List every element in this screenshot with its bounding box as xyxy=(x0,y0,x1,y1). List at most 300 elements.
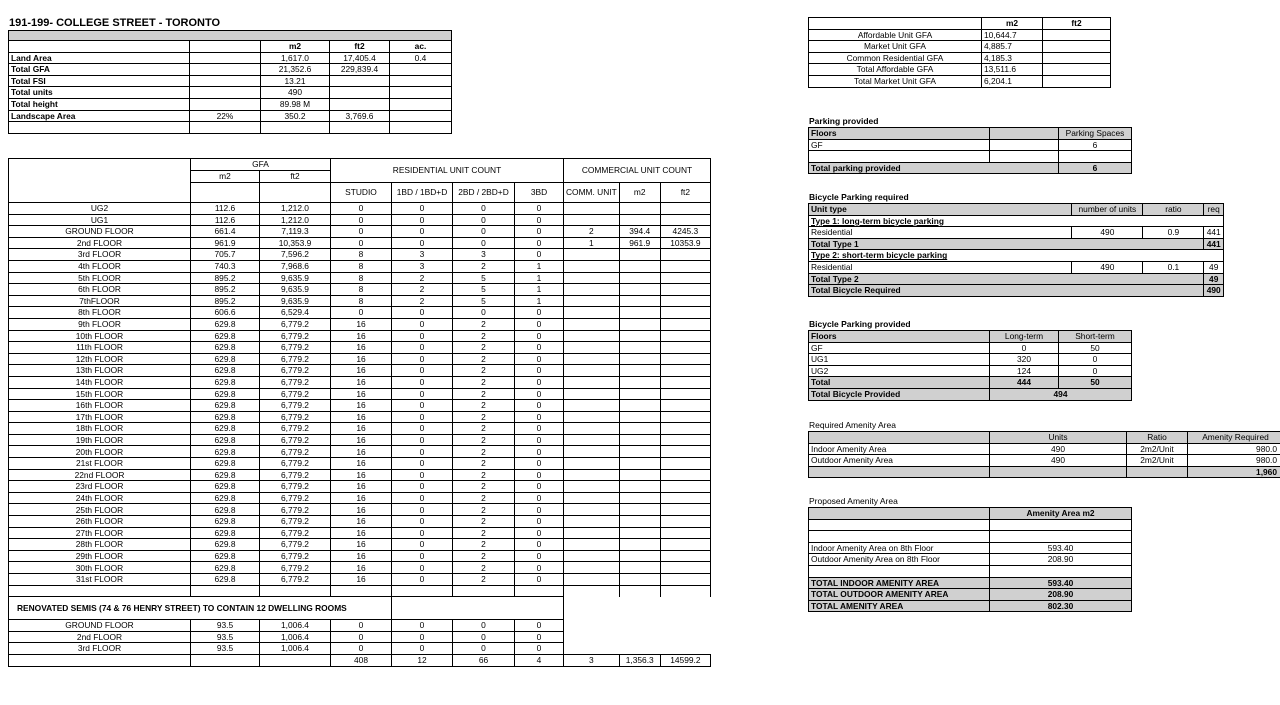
gfa-split-row xyxy=(809,64,1111,76)
gfa-ft2: 6,779.2 xyxy=(260,330,331,342)
two-bed: 2 xyxy=(453,481,515,493)
comm-unit xyxy=(564,539,620,551)
gfa-m2: 895.2 xyxy=(191,295,260,307)
comm-m2 xyxy=(619,562,660,574)
two-bed: 2 xyxy=(453,574,515,586)
unit-count-table xyxy=(8,158,711,667)
amen-req-value: 980.0 xyxy=(1188,455,1280,467)
two-bed: 2 xyxy=(453,342,515,354)
two-bed: 2 xyxy=(453,411,515,423)
studio: 0 xyxy=(331,214,392,226)
floor-name: 14th FLOOR xyxy=(9,376,191,388)
one-bed: 0 xyxy=(392,446,453,458)
amen-prop-label: Indoor Amenity Area on 8th Floor xyxy=(809,542,990,554)
floor-row xyxy=(9,318,711,330)
amenity-required-title: Required Amenity Area xyxy=(809,420,896,430)
floor-row xyxy=(9,550,711,562)
parking-floors-header: Floors xyxy=(809,128,990,140)
site-ac xyxy=(390,110,452,122)
gfa-ft2: 6,779.2 xyxy=(260,539,331,551)
amen-prop-label: Outdoor Amenity Area on 8th Floor xyxy=(809,554,990,566)
amen-prop-total-row xyxy=(809,577,1132,589)
empty-cell xyxy=(564,631,620,643)
comm-unit xyxy=(564,272,620,284)
gfa-split-row xyxy=(809,29,1111,41)
three-bed: 0 xyxy=(515,423,564,435)
bike-t1-type: Residential xyxy=(809,227,1072,239)
amen-prop-total-row xyxy=(809,589,1132,601)
comm-m2 xyxy=(619,388,660,400)
floor-name: UG1 xyxy=(9,214,191,226)
gfa-m2: 629.8 xyxy=(191,504,260,516)
gfa-split-label: Market Unit GFA xyxy=(809,41,982,53)
floor-name: 24th FLOOR xyxy=(9,492,191,504)
comm-ft2 xyxy=(660,318,710,330)
residential-header: RESIDENTIAL UNIT COUNT xyxy=(331,159,564,183)
comm-ft2 xyxy=(660,550,710,562)
site-summary-table xyxy=(8,30,452,134)
three-bed: 0 xyxy=(515,492,564,504)
one-bed: 0 xyxy=(392,214,453,226)
three-bed: 0 xyxy=(515,446,564,458)
bike-h-ratio: ratio xyxy=(1143,204,1204,216)
studio: 8 xyxy=(331,295,392,307)
commercial-header: COMMERCIAL UNIT COUNT xyxy=(564,159,711,183)
comm-ft2 xyxy=(660,562,710,574)
comm-ft2 xyxy=(660,539,710,551)
site-ft2 xyxy=(330,87,390,99)
one-bed: 0 xyxy=(392,620,453,632)
one-bed: 0 xyxy=(392,353,453,365)
floor-name: 4th FLOOR xyxy=(9,260,191,272)
gfa-split-row xyxy=(809,41,1111,53)
comm-ft2 xyxy=(660,516,710,528)
floor-row xyxy=(9,388,711,400)
comm-ft2 xyxy=(660,260,710,272)
comm-m2 xyxy=(619,411,660,423)
two-bed: 2 xyxy=(453,388,515,400)
gfa-m2: 661.4 xyxy=(191,226,260,238)
bike-prov-floor: UG1 xyxy=(809,354,990,366)
empty-cell xyxy=(660,620,710,632)
comm-unit xyxy=(564,400,620,412)
one-bed: 0 xyxy=(392,330,453,342)
bike-prov-short: 0 xyxy=(1059,365,1132,377)
comm-m2 xyxy=(619,400,660,412)
studio: 16 xyxy=(331,504,392,516)
floor-name: 9th FLOOR xyxy=(9,318,191,330)
floor-row xyxy=(9,411,711,423)
comm-ft2 xyxy=(660,272,710,284)
gfa-m2: 629.8 xyxy=(191,446,260,458)
one-bed: 0 xyxy=(392,562,453,574)
one-bed: 2 xyxy=(392,295,453,307)
gfa-m2: 629.8 xyxy=(191,376,260,388)
two-bed: 0 xyxy=(453,643,515,655)
gfa-m2: 629.8 xyxy=(191,469,260,481)
floor-row xyxy=(9,342,711,354)
three-bed: 1 xyxy=(515,295,564,307)
gfa-m2: 93.5 xyxy=(191,631,260,643)
two-bed: 2 xyxy=(453,330,515,342)
gfa-ft2: 9,635.9 xyxy=(260,284,331,296)
two-bed: 2 xyxy=(453,353,515,365)
three-bed: 0 xyxy=(515,434,564,446)
bike-prov-row xyxy=(809,365,1132,377)
comm-unit xyxy=(564,214,620,226)
floor-name: 3rd FLOOR xyxy=(9,643,191,655)
comm-m2: 394.4 xyxy=(619,226,660,238)
floor-name: 23rd FLOOR xyxy=(9,481,191,493)
gfa-split-label: Common Residential GFA xyxy=(809,52,982,64)
bike-prov-floor: GF xyxy=(809,342,990,354)
studio: 16 xyxy=(331,342,392,354)
gfa-ft2: 6,779.2 xyxy=(260,481,331,493)
comm-unit: 2 xyxy=(564,226,620,238)
floor-row xyxy=(9,203,711,215)
gfa-m2: 112.6 xyxy=(191,203,260,215)
one-bed: 0 xyxy=(392,307,453,319)
three-bed: 0 xyxy=(515,631,564,643)
one-bed: 0 xyxy=(392,318,453,330)
gfa-ft2: 1,212.0 xyxy=(260,203,331,215)
one-bed: 0 xyxy=(392,631,453,643)
gfa-ft2-header: ft2 xyxy=(260,171,331,183)
gfa-split-ft2: ft2 xyxy=(1043,18,1111,30)
studio: 16 xyxy=(331,330,392,342)
comm-unit xyxy=(564,365,620,377)
two-bed: 2 xyxy=(453,539,515,551)
gfa-split-label: Total Affordable GFA xyxy=(809,64,982,76)
comm-ft2 xyxy=(660,481,710,493)
one-bed: 0 xyxy=(392,226,453,238)
bike-prov-h-long: Long-term xyxy=(990,331,1059,343)
floor-row xyxy=(9,562,711,574)
two-bed: 2 xyxy=(453,318,515,330)
site-ft2: 229,839.4 xyxy=(330,64,390,76)
comm-m2 xyxy=(619,458,660,470)
studio: 0 xyxy=(331,237,392,249)
floor-name: 26th FLOOR xyxy=(9,516,191,528)
sheet-title: 191-199- COLLEGE STREET - TORONTO xyxy=(9,17,221,29)
gfa-ft2: 6,779.2 xyxy=(260,388,331,400)
site-label: Total units xyxy=(9,87,190,99)
studio: 16 xyxy=(331,434,392,446)
three-bed: 0 xyxy=(515,643,564,655)
bike-prov-long: 320 xyxy=(990,354,1059,366)
total-comm-m2: 1,356.3 xyxy=(619,654,660,666)
two-bed: 0 xyxy=(453,620,515,632)
two-bed: 2 xyxy=(453,469,515,481)
empty-cell xyxy=(619,631,660,643)
gfa-ft2: 6,779.2 xyxy=(260,574,331,586)
two-bed: 0 xyxy=(453,631,515,643)
gfa-m2: 629.8 xyxy=(191,562,260,574)
gfa-m2: 895.2 xyxy=(191,272,260,284)
amen-prop-row xyxy=(809,542,1132,554)
two-bed: 0 xyxy=(453,214,515,226)
gfa-ft2: 7,968.6 xyxy=(260,260,331,272)
studio: 16 xyxy=(331,527,392,539)
floor-row xyxy=(9,272,711,284)
one-bed: 0 xyxy=(392,342,453,354)
three-bed: 0 xyxy=(515,342,564,354)
floor-name: 17th FLOOR xyxy=(9,411,191,423)
gfa-split-label: Affordable Unit GFA xyxy=(809,29,982,41)
two-bed: 5 xyxy=(453,295,515,307)
empty-cell xyxy=(619,643,660,655)
amen-req-label: Outdoor Amenity Area xyxy=(809,455,990,467)
gfa-split-m2-value: 13,511.6 xyxy=(982,64,1043,76)
col-studio: STUDIO xyxy=(331,183,392,203)
floor-name: 7thFLOOR xyxy=(9,295,191,307)
comm-ft2 xyxy=(660,527,710,539)
gfa-m2: 629.8 xyxy=(191,516,260,528)
one-bed: 0 xyxy=(392,516,453,528)
studio: 16 xyxy=(331,411,392,423)
gfa-split-row xyxy=(809,52,1111,64)
three-bed: 0 xyxy=(515,226,564,238)
comm-m2 xyxy=(619,342,660,354)
comm-m2 xyxy=(619,469,660,481)
gfa-ft2: 6,779.2 xyxy=(260,562,331,574)
gfa-ft2: 7,119.3 xyxy=(260,226,331,238)
col-2bd: 2BD / 2BD+D xyxy=(453,183,515,203)
amen-req-label: Indoor Amenity Area xyxy=(809,443,990,455)
studio: 16 xyxy=(331,481,392,493)
studio: 16 xyxy=(331,365,392,377)
gfa-m2: 629.8 xyxy=(191,318,260,330)
comm-ft2 xyxy=(660,492,710,504)
reno-row xyxy=(9,631,711,643)
floor-row xyxy=(9,516,711,528)
comm-unit xyxy=(564,342,620,354)
studio: 16 xyxy=(331,550,392,562)
comm-m2 xyxy=(619,260,660,272)
site-ft2: 3,769.6 xyxy=(330,110,390,122)
gfa-split-row xyxy=(809,75,1111,87)
empty-cell xyxy=(619,620,660,632)
floor-name: 31st FLOOR xyxy=(9,574,191,586)
comm-unit xyxy=(564,562,620,574)
comm-ft2 xyxy=(660,458,710,470)
amen-prop-total-label: TOTAL OUTDOOR AMENITY AREA xyxy=(809,589,990,601)
one-bed: 3 xyxy=(392,249,453,261)
three-bed: 1 xyxy=(515,284,564,296)
one-bed: 0 xyxy=(392,469,453,481)
two-bed: 2 xyxy=(453,492,515,504)
comm-ft2 xyxy=(660,203,710,215)
floor-name: 29th FLOOR xyxy=(9,550,191,562)
comm-unit xyxy=(564,307,620,319)
site-ac: 0.4 xyxy=(390,52,452,64)
gfa-ft2: 1,212.0 xyxy=(260,214,331,226)
gfa-split-m2-value: 4,885.7 xyxy=(982,41,1043,53)
site-ac xyxy=(390,64,452,76)
bike-prov-long: 0 xyxy=(990,342,1059,354)
two-bed: 2 xyxy=(453,376,515,388)
floor-name: GROUND FLOOR xyxy=(9,226,191,238)
bike-prov-total-short: 50 xyxy=(1059,377,1132,389)
bike-provided-title: Bicycle Parking provided xyxy=(809,319,911,329)
comm-unit xyxy=(564,284,620,296)
bike-t2-total-value: 49 xyxy=(1204,273,1224,285)
two-bed: 2 xyxy=(453,434,515,446)
comm-ft2 xyxy=(660,295,710,307)
bike-t1-ratio: 0.9 xyxy=(1143,227,1204,239)
gfa-split-m2: m2 xyxy=(982,18,1043,30)
gfa-header: GFA xyxy=(191,159,331,171)
floor-name: 27th FLOOR xyxy=(9,527,191,539)
gfa-ft2: 6,779.2 xyxy=(260,492,331,504)
gfa-m2-header: m2 xyxy=(191,171,260,183)
bike-prov-h-floors: Floors xyxy=(809,331,990,343)
gfa-ft2: 7,596.2 xyxy=(260,249,331,261)
bike-prov-grand-value: 494 xyxy=(990,388,1132,400)
reno-row xyxy=(9,643,711,655)
parking-table xyxy=(808,127,1132,174)
gfa-ft2: 6,779.2 xyxy=(260,411,331,423)
comm-unit: 1 xyxy=(564,237,620,249)
floor-row xyxy=(9,330,711,342)
bike-t2-units: 490 xyxy=(1072,261,1143,273)
gfa-ft2: 9,635.9 xyxy=(260,295,331,307)
totals-blank xyxy=(260,654,331,666)
empty-cell xyxy=(660,643,710,655)
bike-total-value: 490 xyxy=(1204,285,1224,297)
floor-row xyxy=(9,423,711,435)
comm-ft2: 10353.9 xyxy=(660,237,710,249)
comm-ft2 xyxy=(660,446,710,458)
studio: 16 xyxy=(331,353,392,365)
site-pct xyxy=(190,52,261,64)
bike-prov-short: 0 xyxy=(1059,354,1132,366)
gfa-split-ft2-value xyxy=(1043,52,1111,64)
comm-m2 xyxy=(619,307,660,319)
studio: 16 xyxy=(331,458,392,470)
empty-cell xyxy=(564,620,620,632)
floor-name: 2nd FLOOR xyxy=(9,237,191,249)
one-bed: 2 xyxy=(392,284,453,296)
comm-ft2 xyxy=(660,353,710,365)
floor-name: 22nd FLOOR xyxy=(9,469,191,481)
comm-ft2: 4245.3 xyxy=(660,226,710,238)
bike-prov-long: 124 xyxy=(990,365,1059,377)
gfa-m2: 629.8 xyxy=(191,411,260,423)
gfa-ft2: 1,006.4 xyxy=(260,643,331,655)
comm-unit xyxy=(564,469,620,481)
three-bed: 0 xyxy=(515,562,564,574)
site-ac xyxy=(390,87,452,99)
floor-name: 30th FLOOR xyxy=(9,562,191,574)
totals-blank xyxy=(9,654,191,666)
bike-prov-total-label: Total xyxy=(809,377,990,389)
site-ft2: 17,405.4 xyxy=(330,52,390,64)
studio: 0 xyxy=(331,203,392,215)
gfa-ft2: 10,353.9 xyxy=(260,237,331,249)
comm-m2 xyxy=(619,353,660,365)
comm-m2 xyxy=(619,249,660,261)
gfa-split-m2-value: 4,185.3 xyxy=(982,52,1043,64)
gfa-ft2: 6,779.2 xyxy=(260,504,331,516)
comm-ft2 xyxy=(660,249,710,261)
comm-m2 xyxy=(619,214,660,226)
comm-unit xyxy=(564,203,620,215)
renovated-semis-title: RENOVATED SEMIS (74 & 76 HENRY STREET) TO CONTAIN 12 DWELLING ROOMS xyxy=(9,597,392,620)
total-comm-unit: 3 xyxy=(564,654,620,666)
three-bed: 0 xyxy=(515,481,564,493)
comm-unit xyxy=(564,504,620,516)
parking-total-value: 6 xyxy=(1059,162,1132,174)
gfa-m2: 629.8 xyxy=(191,550,260,562)
amen-req-row xyxy=(809,443,1280,455)
comm-unit xyxy=(564,550,620,562)
floor-row xyxy=(9,353,711,365)
total-two-bed: 66 xyxy=(453,654,515,666)
floor-name: GROUND FLOOR xyxy=(9,620,191,632)
two-bed: 2 xyxy=(453,562,515,574)
comm-m2 xyxy=(619,284,660,296)
floor-name: 2nd FLOOR xyxy=(9,631,191,643)
amen-req-total: 1,960 xyxy=(1188,466,1280,478)
three-bed: 0 xyxy=(515,550,564,562)
comm-unit xyxy=(564,376,620,388)
gfa-m2: 895.2 xyxy=(191,284,260,296)
gfa-m2: 93.5 xyxy=(191,620,260,632)
floor-row xyxy=(9,527,711,539)
site-ac xyxy=(390,98,452,110)
gfa-split-ft2-value xyxy=(1043,41,1111,53)
three-bed: 0 xyxy=(515,516,564,528)
comm-ft2 xyxy=(660,411,710,423)
comm-ft2 xyxy=(660,388,710,400)
parking-title: Parking provided xyxy=(809,116,879,126)
studio: 16 xyxy=(331,318,392,330)
one-bed: 0 xyxy=(392,574,453,586)
site-pct xyxy=(190,98,261,110)
floor-name: 20th FLOOR xyxy=(9,446,191,458)
gfa-m2: 961.9 xyxy=(191,237,260,249)
studio: 8 xyxy=(331,260,392,272)
empty-cell xyxy=(660,631,710,643)
comm-unit xyxy=(564,388,620,400)
gfa-m2: 629.8 xyxy=(191,481,260,493)
site-label: Total height xyxy=(9,98,190,110)
comm-unit xyxy=(564,458,620,470)
two-bed: 2 xyxy=(453,400,515,412)
total-comm-ft2: 14599.2 xyxy=(660,654,710,666)
gray-band xyxy=(9,31,452,41)
studio: 0 xyxy=(331,631,392,643)
gfa-ft2: 6,779.2 xyxy=(260,550,331,562)
studio: 16 xyxy=(331,446,392,458)
gfa-ft2: 6,779.2 xyxy=(260,446,331,458)
site-pct: 22% xyxy=(190,110,261,122)
studio: 16 xyxy=(331,423,392,435)
comm-ft2 xyxy=(660,423,710,435)
comm-ft2 xyxy=(660,307,710,319)
two-bed: 0 xyxy=(453,203,515,215)
comm-unit xyxy=(564,318,620,330)
comm-ft2 xyxy=(660,342,710,354)
gfa-split-label: Total Market Unit GFA xyxy=(809,75,982,87)
two-bed: 2 xyxy=(453,550,515,562)
bike-h-units: number of units xyxy=(1072,204,1143,216)
floor-row xyxy=(9,214,711,226)
one-bed: 0 xyxy=(392,434,453,446)
gfa-split-ft2-value xyxy=(1043,29,1111,41)
three-bed: 0 xyxy=(515,620,564,632)
